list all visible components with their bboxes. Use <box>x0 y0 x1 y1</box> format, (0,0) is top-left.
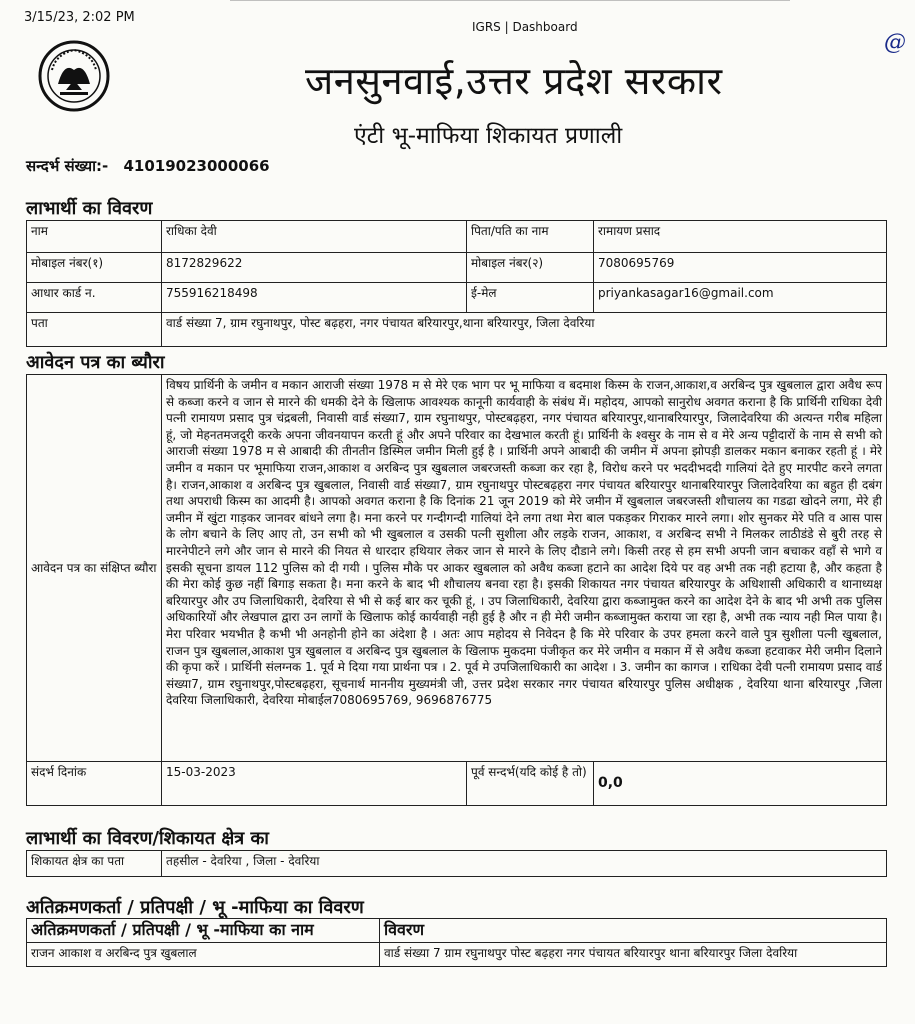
encroacher-section-title: अतिक्रमणकर्ता / प्रतिपक्षी / भू -माफिया का विवरण <box>26 897 364 918</box>
name-label: नाम <box>27 221 162 253</box>
beneficiary-section-title: लाभार्थी का विवरण <box>26 198 153 219</box>
encroacher-table <box>26 918 887 967</box>
top-scribble <box>230 0 790 9</box>
reference-label: सन्दर्भ संख्या:- <box>26 157 109 175</box>
date-label: संदर्भ दिनांक <box>27 762 162 806</box>
encroacher-detail-value: वार्ड संख्या 7 ग्राम रघुनाथपुर पोस्ट बढ़हरा नगर पंचायत बरियारपुर थाना बरियारपुर जिला देवरिया <box>380 943 887 967</box>
reference-line <box>26 156 270 176</box>
complaint-area-section-title: लाभार्थी का विवरण/शिकायत क्षेत्र का <box>26 828 269 849</box>
application-section-title: आवेदन पत्र का ब्यौरा <box>26 352 165 373</box>
beneficiary-table <box>26 220 887 347</box>
email-value: priyankasagar16@gmail.com <box>594 283 887 313</box>
encroacher-detail-header: विवरण <box>380 919 887 943</box>
mobile1-value: 8172829622 <box>162 253 467 283</box>
prev-ref-value: 0,0 <box>594 762 887 806</box>
encroacher-name-header: अतिक्रमणकर्ता / प्रतिपक्षी / भू -माफिया का नाम <box>27 919 380 943</box>
aadhar-value: 755916218498 <box>162 283 467 313</box>
handwritten-mark: @ <box>884 30 906 55</box>
summary-label: आवेदन पत्र का संक्षिप्त ब्यौरा <box>27 375 162 762</box>
prev-ref-label: पूर्व सन्दर्भ(यदि कोई है तो) <box>467 762 594 806</box>
mobile2-label: मोबाइल नंबर(२) <box>467 253 594 283</box>
aadhar-label: आधार कार्ड न. <box>27 283 162 313</box>
address-value: वार्ड संख्या 7, ग्राम रघुनाथपुर, पोस्ट बढ़हरा, नगर पंचायत बरियारपुर,थाना बरियारपुर, जिला देवरिया <box>162 313 887 347</box>
address-label: पता <box>27 313 162 347</box>
name-value: राधिका देवी <box>162 221 467 253</box>
email-label: ई-मेल <box>467 283 594 313</box>
encroacher-name-value: राजन आकाश व अरबिन्द पुत्र खुबलाल <box>27 943 380 967</box>
reference-number: 41019023000066 <box>123 157 270 175</box>
date-value: 15-03-2023 <box>162 762 467 806</box>
sub-title: एंटी भू-माफिया शिकायत प्रणाली <box>354 123 623 149</box>
father-value: रामायण प्रसाद <box>594 221 887 253</box>
complaint-address-label: शिकायत क्षेत्र का पता <box>27 851 162 877</box>
main-title: जनसुनवाई,उत्तर प्रदेश सरकार <box>305 59 723 103</box>
summary-text: विषय प्रार्थिनी के जमीन व मकान आराजी संख्या 1978 म से मेरे एक भाग पर भू माफिया व बदमाश किस्म के राजन,आकाश,व अरबिन्द पुत्र खुबलाल द्वारा अवैध रूप से कब्जा करने व जान से मारने की धमकी देने के खिलाफ आवश्यक कानूनी कार्यवाही के संबंध में। महोदय, आपको सानुरोध अवगत कराना है कि प्रार्थिनी राधिका देवी पत्नी रामायण प्रसाद पुत्र चंद्रबली, निवासी वार्ड संख्या7, ग्राम रघुनाथपुर, पोस्टबढ़हरा, नगर पंचायत बरियारपुर,थानाबरियारपुर, जिलादेवरिया की अत्यन्त गरीब महिला हूं, जो मेहनतमजदूरी करके अपना जीवनयापन करती हूं और अपने परिवार का देखभाल करती हूं। प्रार्थिनी के श्वसुर के नाम से व मेरे अन्य पट्टीदारों के नाम से सभी को आराजी संख्या 1978 म से आबादी की तीनतीन डिस्मिल जमीन मिली हुई है । प्रार्थिनी अपने आबादी की जमीन में अपना झोपड़ी डालकर मकान बनाकर रहती हूं । मेरे जमीन व मकान पर भूमाफिया राजन,आकाश व अरबिन्द पुत्र खुबलाल जबरजस्ती कब्जा कर रहा है, विरोध करने पर भददीभददी गालियां देते हुए मारपीट करने लगता है। राजन,आकाश व अरबिन्द पुत्र खुबलाल, निवासी वार्ड संख्या7, ग्राम रघुनाथपुर पोस्टबढ़हरा नगर पंचायत बरियारपुर थानाबरियारपुर जिलादेवरिया का बहुत ही दबंग तथा अपराधी किस्म का आदमी है। आपको अवगत कराना है कि दिनांक 21 जून 2019 को मेरे जमीन में खुबलाल जबरजस्ती शौचालय का गडढा खोदने लगा, मेरे ही जमीन में खुंटा गाड़कर जानवर बांधने लगा है। मना करने पर गन्दीगन्दी गालियां देने लगा तथा मेरा बाल पकड़कर गिराकर मारने लगा। शोर सुनकर मेरे पति व आस पास के लोग बचाने के लिए आए तो, उन सभी को भी खुबलाल व उसकी पत्नी सुशीला और लड़के राजन, आकाश, व अरबिन्द सभी ने मिलकर लाठीडंडे से बुरी तरह से मारनेपीटने लगे और जान से मारने की नियत से धारदार हथियार लेकर जान से मारने के लिए दौडाने लगे। किसी तरह से हम सभी अपनी जान बचाकर वहाँ से भागे व इसकी सूचना डायल 112 पुलिस को दी गयी । पुलिस मौके पर आकर खुबलाल को अवैध कब्जा हटाने का आदेश दिये पर वह अभी तक नही हटाया है, और कहता है की मेरा कोई कुछ नहीं बिगाड़ सकता है। मना करने के बाद भी शौचालय बनवा रहा है। इसकी शिकायत नगर पंचायत बरियारपुर के अधिशासी अधिकारी व थानाध्यक्ष बरियारपुर और उप जिलाधिकारी, देवरिया से भी से कई बार कर चूकी हूं, । उप जिलाधिकारी, देवरिया द्वारा कब्जामुक्त करने का आदेश देने के बाद भी अभी तक पुलिस अधिकारियों और लेखपाल द्वारा उन लागों के खिलाफ कोई कार्यवाही नही हुई है और न ही मेरी जमीन कब्जामुक्त कराया जा रहा है, अभी तक न्याय नही मिल पाया है। मेरा परिवार भयभीत है कभी भी अनहोनी होने का अंदेशा है । अतः आप महोदय से निवेदन है कि मेरे परिवार के उपर हमला करने वाले पुत्र सुशीला पत्नी खुबलाल, राजन पुत्र खुबलाल,आकाश पुत्र खुबलाल व अरबिन्द पुत्र खुबलाल के खिलाफ मुकदमा पंजीकृत कर मेरे जमीन व मकान में से अवैध कब्जा हटवाकर मेरी जमीन दिलाने की कृपा करें । प्रार्थिनी संलग्नक 1. पूर्व मे दिया गया प्रार्थना पत्र । 2. पूर्व मे उपजिलाधिकारी का आदेश । 3. जमीन का कागज । राधिका देवी पत्नी रामायण प्रसाद वार्ड संख्या7, ग्राम रघुनाथपुर,पोस्टबढ़हरा, सूचनार्थ माननीय मुख्यमंत्री जी, उत्तर प्रदेश सरकार नगर पंचायत बरियारपुर पुलिस अधीक्षक , देवरिया थाना बरियारपुर ,जिला देवरिया जिलाधिकारी, देवरिया मोबाईल7080695769, 9696876775 <box>162 375 887 762</box>
complaint-area-table <box>26 850 887 877</box>
father-label: पिता/पति का नाम <box>467 221 594 253</box>
complaint-address-value: तहसील - देवरिया , जिला - देवरिया <box>162 851 887 877</box>
mobile2-value: 7080695769 <box>594 253 887 283</box>
print-datetime: 3/15/23, 2:02 PM <box>24 10 135 25</box>
print-page-title: IGRS | Dashboard <box>472 20 578 34</box>
up-government-emblem-icon <box>38 40 110 112</box>
application-table <box>26 374 887 806</box>
mobile1-label: मोबाइल नंबर(१) <box>27 253 162 283</box>
